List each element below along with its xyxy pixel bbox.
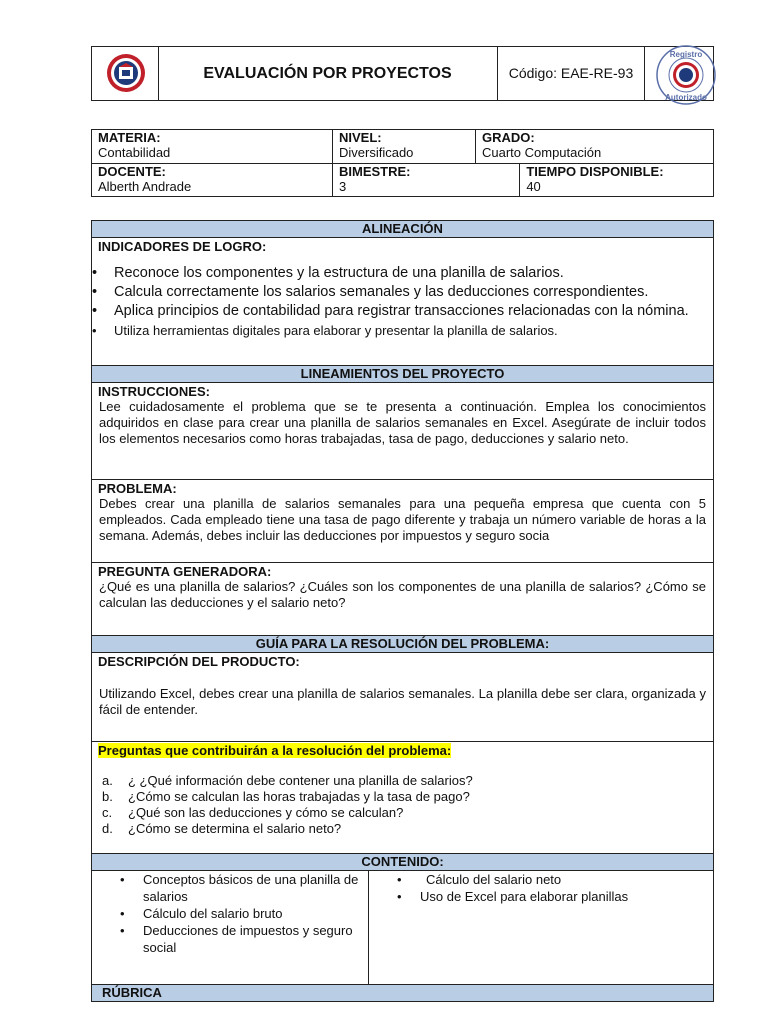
- question-text: ¿Qué son las deducciones y cómo se calculan?: [128, 805, 404, 820]
- tiempo-value: 40: [526, 179, 541, 194]
- descripcion-text: Utilizando Excel, debes crear una planilla de salarios semanales. La planilla debe ser clara, organizada y fácil de entender.: [99, 686, 706, 717]
- nivel-cell: [333, 130, 476, 164]
- list-item: • Reconoce los componentes y la estructura de una planilla de salarios.: [92, 264, 713, 283]
- document-code: Código: EAE-RE-93: [498, 47, 645, 100]
- preguntas-list: [92, 773, 713, 837]
- materia-value: Contabilidad: [98, 145, 171, 160]
- problema-text: Debes crear una planilla de salarios semanales para una pequeña empresa que cuenta con 5 empleados. Cada empleado tiene una tasa de pago diferente y trabaja un número variable de horas a la semana. Además, debes incluir las deducciones por impuestos y seguro socia: [99, 496, 706, 543]
- bimestre-label: BIMESTRE:: [339, 164, 411, 179]
- list-item: • Deducciones de impuestos y seguro social: [92, 922, 360, 956]
- question-text: ¿Cómo se calculan las horas trabajadas y la tasa de pago?: [128, 789, 470, 804]
- descripcion-section: [91, 653, 714, 742]
- document-title: EVALUACIÓN POR PROYECTOS: [158, 47, 498, 100]
- list-item: [92, 805, 713, 821]
- indicadores-label: INDICADORES DE LOGRO:: [98, 239, 267, 254]
- svg-text:Registro: Registro: [669, 50, 703, 59]
- grado-value: Cuarto Computación: [482, 145, 602, 160]
- question-letter: a.: [102, 773, 113, 788]
- evaluation-form: [91, 220, 714, 1002]
- problema-label: PROBLEMA:: [98, 481, 177, 496]
- pregunta-text: ¿Qué es una planilla de salarios? ¿Cuáles son los componentes de una planilla de salarios? ¿Cómo se calculan las deducciones y el salario neto?: [99, 579, 706, 610]
- instrucciones-section: [91, 383, 714, 480]
- list-item: • Conceptos básicos de una planilla de salarios: [92, 871, 360, 905]
- docente-value: Alberth Andrade: [98, 179, 192, 194]
- preguntas-section: [91, 742, 714, 854]
- docente-cell: [92, 164, 333, 197]
- lineamientos-header: LINEAMIENTOS DEL PROYECTO: [91, 366, 714, 383]
- instrucciones-text: Lee cuidadosamente el problema que se te presenta a continuación. Emplea los conocimientos adquiridos en clase para crear una planilla de salarios semanales en Excel. Asegúrate de incluir todos los elementos necesarios como horas trabajadas, tasa de pago, deducciones y salario neto.: [99, 399, 706, 446]
- list-item: [92, 789, 713, 805]
- document-header: [91, 46, 714, 101]
- pregunta-label: PREGUNTA GENERADORA:: [98, 564, 272, 579]
- course-info-table: [91, 129, 714, 197]
- contenido-left-list: [92, 871, 368, 956]
- materia-cell: [92, 130, 333, 164]
- list-item: • Calcula correctamente los salarios semanales y las deducciones correspondientes.: [92, 283, 713, 302]
- docente-label: DOCENTE:: [98, 164, 166, 179]
- list-item: • Aplica principios de contabilidad para registrar transacciones relacionadas con la nómina.: [92, 302, 713, 321]
- preguntas-label: Preguntas que contribuirán a la resolución del problema:: [98, 743, 452, 758]
- list-item: • Uso de Excel para elaborar planillas: [369, 888, 713, 905]
- list-item: • Utiliza herramientas digitales para elaborar y presentar la planilla de salarios.: [92, 321, 713, 340]
- bimestre-cell: [333, 164, 520, 197]
- contenido-header: CONTENIDO:: [91, 854, 714, 871]
- indicadores-list: [92, 264, 713, 340]
- instrucciones-label: INSTRUCCIONES:: [98, 384, 210, 399]
- alineacion-header: ALINEACIÓN: [91, 220, 714, 238]
- bimestre-value: 3: [339, 179, 347, 194]
- contenido-left: [92, 871, 369, 984]
- contenido-section: [91, 871, 714, 985]
- question-text: ¿Cómo se determina el salario neto?: [128, 821, 342, 836]
- list-item: • Cálculo del salario neto: [369, 871, 713, 888]
- question-letter: c.: [102, 805, 113, 820]
- materia-label: MATERIA:: [98, 130, 161, 145]
- rubrica-title: RÚBRICA: [102, 985, 162, 1000]
- svg-text:Autorizado: Autorizado: [665, 93, 707, 102]
- list-item: [92, 773, 713, 789]
- question-letter: b.: [102, 789, 113, 804]
- list-item: [92, 821, 713, 837]
- grado-label: GRADO:: [482, 130, 535, 145]
- list-item: • Cálculo del salario bruto: [92, 905, 360, 922]
- question-text: ¿ ¿Qué información debe contener una planilla de salarios?: [128, 773, 473, 788]
- school-logo: [92, 47, 159, 100]
- registered-stamp: [655, 44, 717, 106]
- contenido-right: [369, 871, 713, 984]
- rubrica-header: [91, 985, 714, 1002]
- nivel-label: NIVEL:: [339, 130, 382, 145]
- descripcion-label: DESCRIPCIÓN DEL PRODUCTO:: [98, 654, 300, 669]
- question-letter: d.: [102, 821, 113, 836]
- pregunta-section: [91, 563, 714, 636]
- grado-cell: [476, 130, 714, 164]
- problema-section: [91, 480, 714, 563]
- tiempo-label: TIEMPO DISPONIBLE:: [526, 164, 664, 179]
- nivel-value: Diversificado: [339, 145, 414, 160]
- indicadores-section: [91, 238, 714, 366]
- contenido-right-list: [369, 871, 713, 905]
- tiempo-cell: [520, 164, 714, 197]
- guia-header: GUÍA PARA LA RESOLUCIÓN DEL PROBLEMA:: [91, 636, 714, 653]
